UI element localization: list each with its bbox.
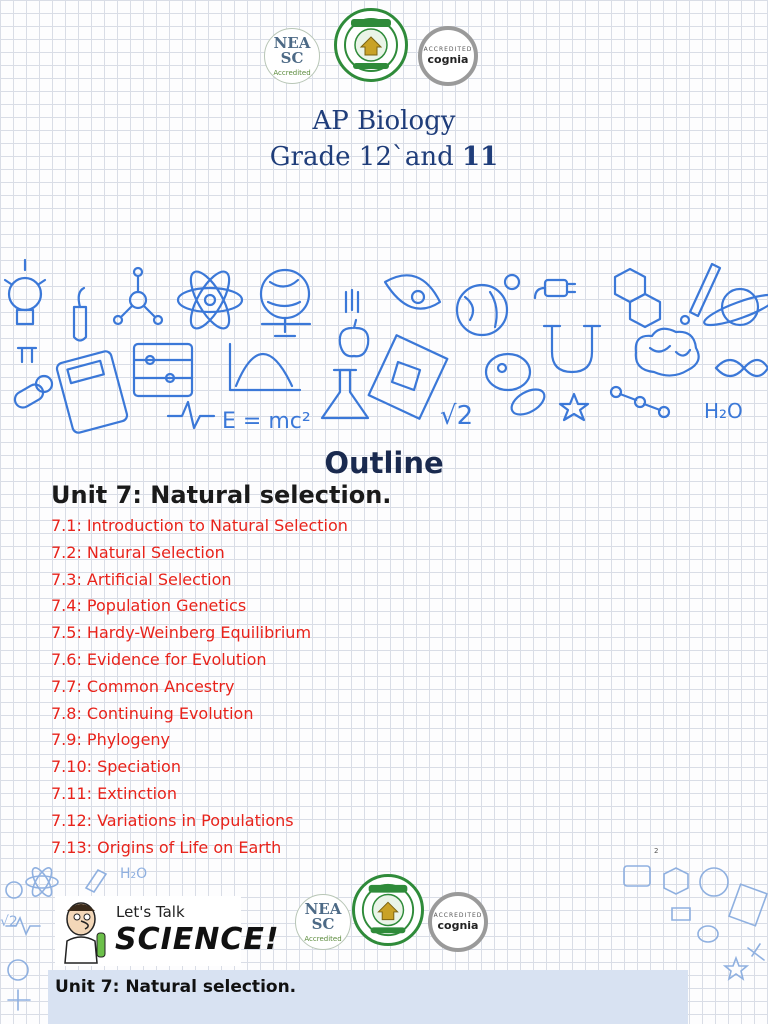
lightbulb-icon: [5, 260, 45, 324]
molecule-icon: [114, 268, 162, 324]
science-doodle-banner: [0, 252, 768, 438]
footer-neasc-text: NEA SC: [304, 899, 342, 933]
footer-school-seal-logo: [352, 874, 424, 946]
water-formula-text: H₂O: [704, 399, 743, 423]
brain-icon: [636, 329, 699, 376]
apple-icon: [340, 290, 369, 356]
footer-hex-icon: [664, 868, 688, 894]
heartbeat-icon: [168, 402, 214, 428]
cognia-logo: [418, 26, 478, 86]
footer-dot-icon: [6, 882, 22, 898]
topic-item: 7.12: Variations in Populations: [51, 810, 294, 830]
footer-globe-icon: [700, 868, 728, 896]
grade-prefix: Grade 12`and: [269, 142, 463, 172]
footer-unit-box: [48, 970, 688, 1024]
abacus-icon: [134, 344, 192, 396]
footer-water-text: H₂O: [120, 866, 148, 882]
globe-icon: [261, 270, 310, 336]
rocket-icon: [385, 275, 440, 308]
footer-plug-icon: [672, 908, 690, 920]
atom-icon: [178, 266, 242, 333]
topic-item: 7.1: Introduction to Natural Selection: [51, 516, 348, 535]
dna-icon: [716, 360, 768, 376]
magnet-icon: [544, 326, 600, 372]
footer-sun-icon: [8, 960, 28, 980]
topic-item: 7.8: Continuing Evolution: [51, 703, 254, 723]
bacteria-icon: [486, 354, 549, 420]
neasc-accredited-text: Accredited: [273, 68, 311, 77]
footer-cognia-accredited: ACCREDITED: [433, 912, 483, 919]
hexagon-molecule-icon: [615, 269, 660, 327]
topic-item: 7.9: Phylogeny: [51, 730, 171, 750]
energy-formula-text: E = mc²: [222, 409, 311, 434]
neasc-logo: [264, 28, 320, 84]
footer-unit-label: Unit 7: Natural selection.: [55, 977, 297, 997]
star-icon: [560, 394, 588, 420]
scientist-mascot-icon: [57, 897, 115, 965]
footer-cognia-name: cognia: [437, 919, 479, 932]
test-tube-icon: [74, 288, 86, 341]
grade-line: [0, 142, 768, 172]
footer-cognia-logo: [428, 892, 488, 952]
topic-item: 7.7: Common Ancestry: [51, 676, 235, 696]
pipette-icon: [681, 264, 720, 324]
footer-cell-icon: [698, 926, 718, 942]
science-text: SCIENCE!: [115, 922, 280, 957]
cognia-name-text: cognia: [427, 53, 469, 66]
flask-icon: [322, 370, 368, 418]
topic-item: 7.11: Extinction: [51, 783, 177, 803]
outline-heading: Outline: [324, 446, 444, 480]
topic-item: 7.5: Hardy-Weinberg Equilibrium: [51, 623, 312, 643]
footer-neasc-logo: [295, 894, 351, 950]
seal-emblem-icon: [341, 15, 401, 75]
pi-icon: [18, 348, 36, 362]
school-seal-logo: [334, 8, 408, 82]
lets-talk-text: Let's Talk: [116, 903, 185, 921]
grade-bold: 11: [462, 142, 499, 172]
footer-neasc-accredited: Accredited: [304, 934, 342, 943]
footer-atom-icon: [26, 865, 58, 899]
neasc-logo-text: NEA SC: [273, 33, 311, 67]
sqrt-text: √2: [440, 401, 474, 431]
graph-icon: [230, 344, 300, 390]
course-title: AP Biology: [312, 106, 456, 136]
earth-icon: [457, 285, 507, 335]
topic-list: [51, 516, 348, 864]
topic-item: 7.2: Natural Selection: [51, 542, 225, 562]
tiny-mark: 2: [654, 847, 659, 855]
book-icon: [369, 335, 448, 418]
lets-talk-science-logo: [55, 896, 280, 966]
footer-seal-emblem-icon: [359, 881, 417, 939]
topic-item: 7.10: Speciation: [51, 757, 181, 777]
footer-star-icon: [725, 958, 747, 979]
planet-icon: [702, 289, 768, 331]
footer-book-icon: [729, 884, 767, 926]
topic-item: 7.3: Artificial Selection: [51, 569, 232, 589]
footer-card-icon: [624, 866, 650, 886]
molecule-chain-icon: [611, 387, 669, 417]
footer-sqrt-text: √2: [0, 914, 18, 930]
topic-item: 7.6: Evidence for Evolution: [51, 649, 267, 669]
pills-icon: [12, 376, 52, 410]
calculator-icon: [56, 350, 129, 434]
plug-icon: [535, 280, 575, 298]
cognia-accredited-text: ACCREDITED: [423, 46, 473, 53]
topic-item: 7.4: Population Genetics: [51, 596, 247, 616]
unit-title: Unit 7: Natural selection.: [51, 481, 392, 509]
footer-tool-icon: [748, 944, 764, 960]
footer-cross-icon: [8, 990, 30, 1010]
topic-item: 7.13: Origins of Life on Earth: [51, 837, 282, 857]
footer-tube-icon: [86, 870, 106, 892]
